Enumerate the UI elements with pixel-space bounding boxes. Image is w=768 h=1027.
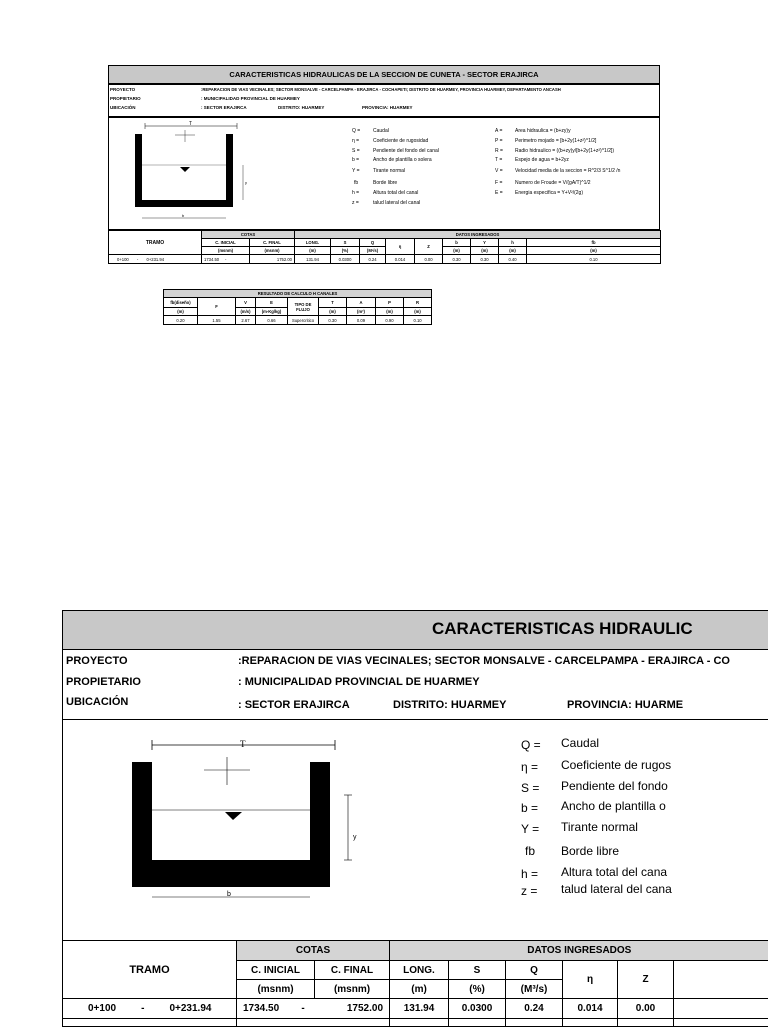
small-cotas-header: COTAS xyxy=(202,231,295,239)
small-col-header: Y xyxy=(471,239,499,247)
zoomed-legend-sym: Q = xyxy=(521,738,541,752)
zoomed-val: 0.0300 xyxy=(449,999,506,1019)
small-proyecto-label: PROYECTO xyxy=(110,87,135,92)
small-legend-sym: T = xyxy=(495,157,502,163)
small-legend-desc: talud lateral del canal xyxy=(373,200,420,206)
small-res-col-header: E xyxy=(256,298,288,308)
small-res-unit: (m-Kg/kg) xyxy=(256,308,288,316)
small-res-col-header: R xyxy=(404,298,432,308)
cota-dash: - xyxy=(301,1003,304,1014)
small-title-bar xyxy=(108,65,660,84)
small-data-table xyxy=(108,230,661,264)
small-val: 0.40 xyxy=(499,255,527,264)
small-cota-final: 1752.00 xyxy=(250,255,295,264)
small-legend-desc: Coeficiente de rugosidad xyxy=(373,138,428,144)
small-res-val: 2.67 xyxy=(236,316,256,325)
small-unit: (m) xyxy=(295,247,331,255)
zoomed-legend-desc: Coeficiente de rugos xyxy=(561,758,671,772)
small-cfinal-header: C. FINAL xyxy=(250,239,295,247)
zoomed-val: 0.014 xyxy=(563,999,618,1019)
zoomed-tramo-cell xyxy=(63,999,237,1019)
zoomed-proyecto-value: :REPARACION DE VIAS VECINALES; SECTOR MONSALVE - CARCELPAMPA - ERAJIRCA - CO xyxy=(238,655,730,667)
zoomed-blank-cell xyxy=(674,999,768,1019)
small-col-header: h xyxy=(499,239,527,247)
small-legend-desc: Altura total del canal xyxy=(373,190,418,196)
zoomed-cfinal-header: C. FINAL xyxy=(315,961,390,980)
small-legend-sym: P = xyxy=(495,138,503,144)
zoomed-blank-cell xyxy=(674,1019,768,1027)
zoomed-legend-sym: h = xyxy=(521,867,538,881)
small-res-val: 0.66 xyxy=(256,316,288,325)
small-legend-sym: A = xyxy=(495,128,502,134)
small-legend-sym: Y = xyxy=(352,168,360,174)
small-col-header: LONG. xyxy=(295,239,331,247)
small-unit: (msnm) xyxy=(202,247,250,255)
small-val: 0.30 xyxy=(443,255,471,264)
small-col-header: η xyxy=(386,239,415,255)
zoomed-blank-cell xyxy=(237,1019,390,1027)
small-unit: (%) xyxy=(331,247,360,255)
zoomed-legend-sym: fb xyxy=(525,844,535,858)
zoomed-channel-diagram xyxy=(120,735,370,905)
zoomed-legend-desc: Ancho de plantilla o xyxy=(561,799,666,813)
zoomed-blank-cell xyxy=(674,961,768,999)
small-legend-desc: Espejo de agua = b+2yz xyxy=(515,157,569,163)
small-datos-header: DATOS INGRESADOS xyxy=(295,231,661,239)
zoomed-blank-cell xyxy=(390,1019,449,1027)
zoomed-ubicacion-value: : SECTOR ERAJIRCA xyxy=(238,699,350,711)
small-res-unit: (m) xyxy=(376,308,404,316)
small-res-col-header: F xyxy=(198,298,236,316)
small-legend-desc: Energia especifica = Y+V²/(2g) xyxy=(515,190,583,196)
small-diagram-t-label: T xyxy=(189,121,192,127)
small-provincia: PROVINCIA: HUARMEY xyxy=(362,105,413,110)
zoomed-col-header: Q xyxy=(506,961,563,980)
small-unit: (m) xyxy=(499,247,527,255)
small-val: 0.30 xyxy=(471,255,499,264)
small-unit: (m) xyxy=(443,247,471,255)
small-res-col-header: TIPO DE FLUJO xyxy=(288,298,319,316)
small-propietario-label: PROPIETARIO xyxy=(110,96,141,101)
zoomed-legend-desc: Caudal xyxy=(561,736,599,750)
small-legend-sym: Q = xyxy=(352,128,360,134)
tramo-to: 0+231.94 xyxy=(146,257,164,262)
small-col-header: Q xyxy=(360,239,386,247)
small-legend-sym: fb xyxy=(354,180,358,186)
small-proyecto-value: :REPARACION DE VIAS VECINALES; SECTOR MONSALVE - CARCELPAMPA - ERAJIRCA - COCHAPETI; DISTRITO DE HUARMEY, PROVINCIA HUARMEY, DEPARTAMENTO ANCASH xyxy=(201,87,561,92)
zoomed-val: 0.00 xyxy=(618,999,674,1019)
small-legend-sym: b = xyxy=(352,157,359,163)
zoomed-legend-desc: Pendiente del fondo xyxy=(561,779,668,793)
small-tramo-cell xyxy=(109,255,202,264)
zoomed-propietario-label: PROPIETARIO xyxy=(66,676,141,688)
small-res-val: 0.20 xyxy=(164,316,198,325)
small-legend-sym: η = xyxy=(352,138,359,144)
zoomed-legend-desc: talud lateral del cana xyxy=(561,882,672,896)
zoomed-blank-cell xyxy=(506,1019,563,1027)
small-res-col-header: fb(diseño) xyxy=(164,298,198,308)
small-legend-desc: Caudal xyxy=(373,128,389,134)
zoomed-unit: (%) xyxy=(449,980,506,999)
small-res-col-header: P xyxy=(376,298,404,308)
small-legend-sym: F = xyxy=(495,180,502,186)
zoomed-blank-cell xyxy=(449,1019,506,1027)
small-res-col-header: A xyxy=(347,298,376,308)
small-title: CARACTERISTICAS HIDRAULICAS DE LA SECCION DE CUNETA - SECTOR ERAJIRCA xyxy=(229,70,538,79)
small-res-unit: (m) xyxy=(164,308,198,316)
small-legend-desc: Pendiente del fondo del canal xyxy=(373,148,439,154)
tramo-from: 0+100 xyxy=(88,1003,116,1014)
zoomed-diagram-y-label: y xyxy=(353,834,357,841)
small-val: 0.0300 xyxy=(331,255,360,264)
small-col-header: b xyxy=(443,239,471,247)
small-res-unit: (m/s) xyxy=(236,308,256,316)
small-legend-desc: Ancho de plantilla o solera xyxy=(373,157,432,163)
cota-inicial: 1734.50 xyxy=(204,257,219,262)
small-legend-desc: Area hidraulica = (b+zy)y xyxy=(515,128,571,134)
zoomed-title: CARACTERISTICAS HIDRAULIC xyxy=(432,619,693,639)
small-unit: (M³/s) xyxy=(360,247,386,255)
table-row xyxy=(109,255,661,264)
zoomed-provincia: PROVINCIA: HUARME xyxy=(567,699,683,711)
table-row xyxy=(63,999,768,1019)
small-cota-cell xyxy=(202,255,250,264)
small-val: 131.94 xyxy=(295,255,331,264)
zoomed-col-header: η xyxy=(563,961,618,999)
small-unit: (msnm) xyxy=(250,247,295,255)
zoomed-datos-header: DATOS INGRESADOS xyxy=(390,941,768,961)
zoomed-distrito: DISTRITO: HUARMEY xyxy=(393,699,506,711)
zoomed-cinicial-header: C. INICIAL xyxy=(237,961,315,980)
zoomed-legend-desc: Borde libre xyxy=(561,844,619,858)
small-legend-sym: V = xyxy=(495,168,503,174)
small-val: 0.00 xyxy=(415,255,443,264)
zoomed-data-table xyxy=(62,940,768,1027)
zoomed-legend-sym: S = xyxy=(521,781,539,795)
small-res-val: 0.30 xyxy=(319,316,347,325)
zoomed-legend-desc: Tirante normal xyxy=(561,820,638,834)
zoomed-legend-sym: z = xyxy=(521,884,537,898)
small-val: 0.24 xyxy=(360,255,386,264)
cota-inicial: 1734.50 xyxy=(243,1003,279,1014)
small-legend-desc: Borde libre xyxy=(373,180,397,186)
zoomed-unit: (msnm) xyxy=(237,980,315,999)
small-diagram-b-label: b xyxy=(182,213,185,218)
small-res-col-header: T xyxy=(319,298,347,308)
small-res-unit: (m) xyxy=(319,308,347,316)
zoomed-legend-sym: Y = xyxy=(521,822,539,836)
tramo-dash: - xyxy=(137,257,138,262)
small-col-header: fb xyxy=(527,239,661,247)
small-val: 0.10 xyxy=(527,255,661,264)
small-legend-sym: S = xyxy=(352,148,360,154)
small-legend-sym: z = xyxy=(352,200,359,206)
small-legend-desc: Tirante normal xyxy=(373,168,405,174)
small-distrito: DISTRITO: HUARMEY xyxy=(278,105,324,110)
small-unit: (m) xyxy=(471,247,499,255)
small-legend-desc: Radio hidraulico = ((b+zy)y/[b+2y(1+z²)^1/2]) xyxy=(515,148,614,154)
small-results-table xyxy=(163,289,432,325)
small-res-val: Supercritico xyxy=(288,316,319,325)
small-res-unit: (m²) xyxy=(347,308,376,316)
tramo-from: 0+100 xyxy=(117,257,129,262)
small-val: 0.014 xyxy=(386,255,415,264)
small-results-title: RESULTADO DE CALCULO H CANALES xyxy=(164,290,432,298)
small-legend-sym: h = xyxy=(352,190,359,196)
zoomed-proyecto-label: PROYECTO xyxy=(66,655,128,667)
zoomed-col-header: Z xyxy=(618,961,674,999)
small-unit: (m) xyxy=(527,247,661,255)
zoomed-unit: (M³/s) xyxy=(506,980,563,999)
zoomed-cotas-header: COTAS xyxy=(237,941,390,961)
small-diagram-y-label: y xyxy=(245,180,247,185)
zoomed-legend-sym: η = xyxy=(521,760,538,774)
small-res-val: 1.55 xyxy=(198,316,236,325)
small-legend-sym: R = xyxy=(495,148,503,154)
small-cinicial-header: C. INICIAL xyxy=(202,239,250,247)
small-ubicacion-value: : SECTOR ERAJIRCA xyxy=(201,105,247,110)
small-channel-diagram xyxy=(125,120,255,225)
small-col-header: S xyxy=(331,239,360,247)
small-res-val: 0.90 xyxy=(376,316,404,325)
small-legend-sym: E = xyxy=(495,190,503,196)
zoomed-blank-cell xyxy=(63,1019,237,1027)
cota-dash: - xyxy=(225,257,226,262)
zoomed-diagram-b-label: b xyxy=(227,891,231,898)
zoomed-tramo-header: TRAMO xyxy=(63,941,237,999)
small-legend-desc: Velocidad media de la seccion = R^2/3 S^1/2 /n xyxy=(515,168,620,174)
small-tramo-header: TRAMO xyxy=(109,231,202,255)
zoomed-unit: (msnm) xyxy=(315,980,390,999)
small-col-header: Z xyxy=(415,239,443,255)
small-res-val: 0.09 xyxy=(347,316,376,325)
tramo-dash: - xyxy=(141,1003,144,1014)
zoomed-cota-final: 1752.00 xyxy=(315,999,390,1019)
zoomed-propietario-value: : MUNICIPALIDAD PROVINCIAL DE HUARMEY xyxy=(238,676,480,688)
small-propietario-value: : MUNICIPALIDAD PROVINCIAL DE HUARMEY xyxy=(201,96,300,101)
small-legend-desc: Perimetro mojado = [b+2y(1+z²)^1/2] xyxy=(515,138,596,144)
zoomed-title-bar xyxy=(62,610,768,650)
zoomed-col-header: S xyxy=(449,961,506,980)
zoomed-val: 0.24 xyxy=(506,999,563,1019)
small-ubicacion-label: UBICACIÓN xyxy=(110,105,136,110)
zoomed-ubicacion-label: UBICACIÓN xyxy=(66,696,128,708)
zoomed-unit: (m) xyxy=(390,980,449,999)
zoomed-blank-cell xyxy=(618,1019,674,1027)
small-res-val: 0.10 xyxy=(404,316,432,325)
zoomed-col-header: LONG. xyxy=(390,961,449,980)
table-row xyxy=(164,316,432,325)
zoomed-blank-cell xyxy=(563,1019,618,1027)
zoomed-cota-cell xyxy=(237,999,315,1019)
tramo-to: 0+231.94 xyxy=(169,1003,211,1014)
zoomed-legend-desc: Altura total del cana xyxy=(561,865,667,879)
small-legend-desc: Numero de Froude = V/(gA/T)^1/2 xyxy=(515,180,591,186)
zoomed-legend-sym: b = xyxy=(521,801,538,815)
small-res-col-header: V xyxy=(236,298,256,308)
zoomed-diagram-t-label: T xyxy=(240,739,246,749)
zoomed-val: 131.94 xyxy=(390,999,449,1019)
small-res-unit: (m) xyxy=(404,308,432,316)
